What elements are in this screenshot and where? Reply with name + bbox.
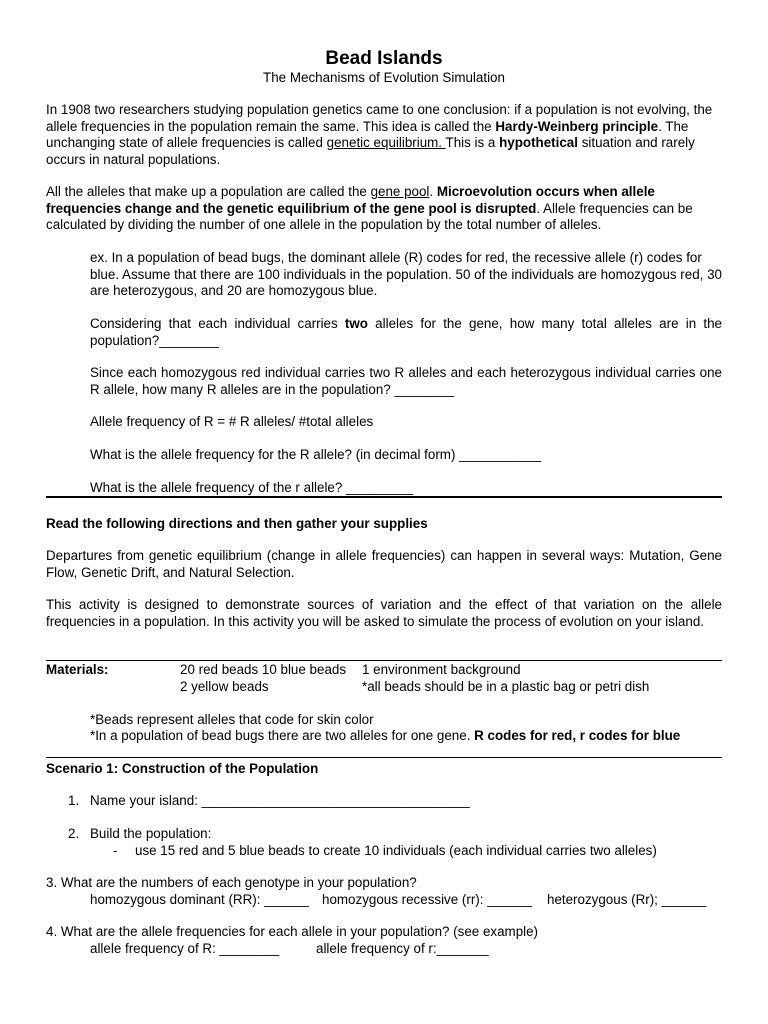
example-question-r-frequency: What is the allele frequency for the R allele? (in decimal form) ___________ — [90, 447, 542, 462]
hypothetical-term: hypothetical — [499, 135, 578, 150]
example-paragraph: ex. In a population of bead bugs, the dominant allele (R) codes for red, the recessive allele (r) codes for blue. Assume that there are 100 individuals in the population. 50 of the individuals are homozygous red, 30 are heterozygous, and 20 are homozygous blue. — [90, 250, 723, 298]
microevolution-statement: Microevolution occurs when allele frequencies change and the genetic equilibrium of the gene pool is disrupted — [46, 184, 655, 216]
intro-text: . The unchanging state of allele frequencies is called — [46, 118, 689, 150]
activity-paragraph: This activity is designed to demonstrate sources of variation and the effect of that variation on the allele frequencies in a population. In this activity you will be asked to simulate the process of evolution on your island. — [46, 597, 722, 629]
alleles-note-text: *In a population of bead bugs there are two alleles for one gene. — [90, 728, 475, 743]
page-subtitle: The Mechanisms of Evolution Simulation — [263, 70, 505, 85]
intro-text: This is a — [445, 135, 500, 150]
gene-pool-text: All the alleles that make up a population are called the — [46, 184, 371, 199]
emphasis-two: two — [344, 316, 368, 331]
allele-frequency-r-blank: allele frequency of R: ________ — [90, 941, 280, 956]
heterozygous-blank: heterozygous (Rr); ______ — [547, 892, 707, 907]
materials-bottom-rule — [46, 757, 722, 758]
example-question-recessive-frequency: What is the allele frequency of the r allele? _________ — [90, 480, 414, 495]
hardy-weinberg-term: Hardy-Weinberg principle — [495, 118, 659, 134]
materials-label: Materials: — [46, 662, 109, 677]
alleles-note — [90, 728, 680, 745]
allele-frequency-formula: Allele frequency of R = # R alleles/ #total alleles — [90, 414, 374, 429]
genotype-question: 3. What are the numbers of each genotype in your population? — [46, 875, 417, 890]
gene-pool-paragraph — [46, 184, 722, 234]
allele-frequency-question: 4. What are the allele frequencies for each allele in your population? (see example) — [46, 924, 539, 939]
allele-color-key: R codes for red, r codes for blue — [474, 728, 681, 743]
materials-yellow-beads: 2 yellow beads — [180, 679, 269, 694]
allele-frequency-recessive-blank: allele frequency of r:_______ — [316, 941, 489, 956]
build-population-prompt: Build the population: — [90, 826, 212, 841]
example-question-total-alleles — [90, 316, 722, 349]
page-title: Bead Islands — [325, 48, 443, 69]
beads-note: *Beads represent alleles that code for skin color — [90, 712, 374, 727]
directions-heading: Read the following directions and then gather your supplies — [46, 516, 428, 531]
homozygous-dominant-blank: homozygous dominant (RR): ______ — [90, 892, 309, 907]
build-population-instruction: use 15 red and 5 blue beads to create 10 individuals (each individual carries two alleles) — [135, 843, 657, 858]
materials-environment: 1 environment background — [362, 662, 521, 677]
section-divider — [46, 496, 722, 498]
materials-container-note: *all beads should be in a plastic bag or petri dish — [362, 679, 650, 694]
gene-pool-term: gene pool — [370, 184, 430, 199]
intro-text: In 1908 two researchers studying population genetics came to one conclusion: if a population is not evolving, the allele frequencies in the population remain the same. This idea is called the — [46, 102, 713, 134]
bullet-dash: - — [113, 843, 118, 858]
item-number: 1. — [68, 793, 80, 808]
gene-pool-text: . — [429, 184, 437, 199]
homozygous-recessive-blank: homozygous recessive (rr): ______ — [322, 892, 532, 907]
intro-paragraph — [46, 102, 722, 168]
intro-text: situation and rarely occurs in natural populations. — [46, 135, 695, 167]
materials-red-blue-beads: 20 red beads 10 blue beads — [180, 662, 347, 677]
question-text: alleles for the gene, how many total alleles are in the population?________ — [90, 316, 722, 348]
item-number: 2. — [68, 826, 80, 841]
departures-paragraph: Departures from genetic equilibrium (change in allele frequencies) can happen in several ways: Mutation, Gene Flow, Genetic Drift, and Natural Selection. — [46, 548, 722, 580]
name-island-prompt: Name your island: ____________________________________ — [90, 793, 470, 808]
question-text: Considering that each individual carries — [90, 316, 345, 331]
materials-top-rule — [46, 660, 722, 661]
gene-pool-text: . Allele frequencies can be calculated by dividing the number of one allele in the population by the total number of alleles. — [46, 200, 693, 232]
scenario-heading: Scenario 1: Construction of the Population — [46, 761, 319, 776]
genetic-equilibrium-term: genetic equilibrium. — [326, 135, 446, 150]
example-question-r-alleles: Since each homozygous red individual carries two R alleles and each heterozygous individual carries one R allele, how many R alleles are in the population? ________ — [90, 365, 722, 397]
